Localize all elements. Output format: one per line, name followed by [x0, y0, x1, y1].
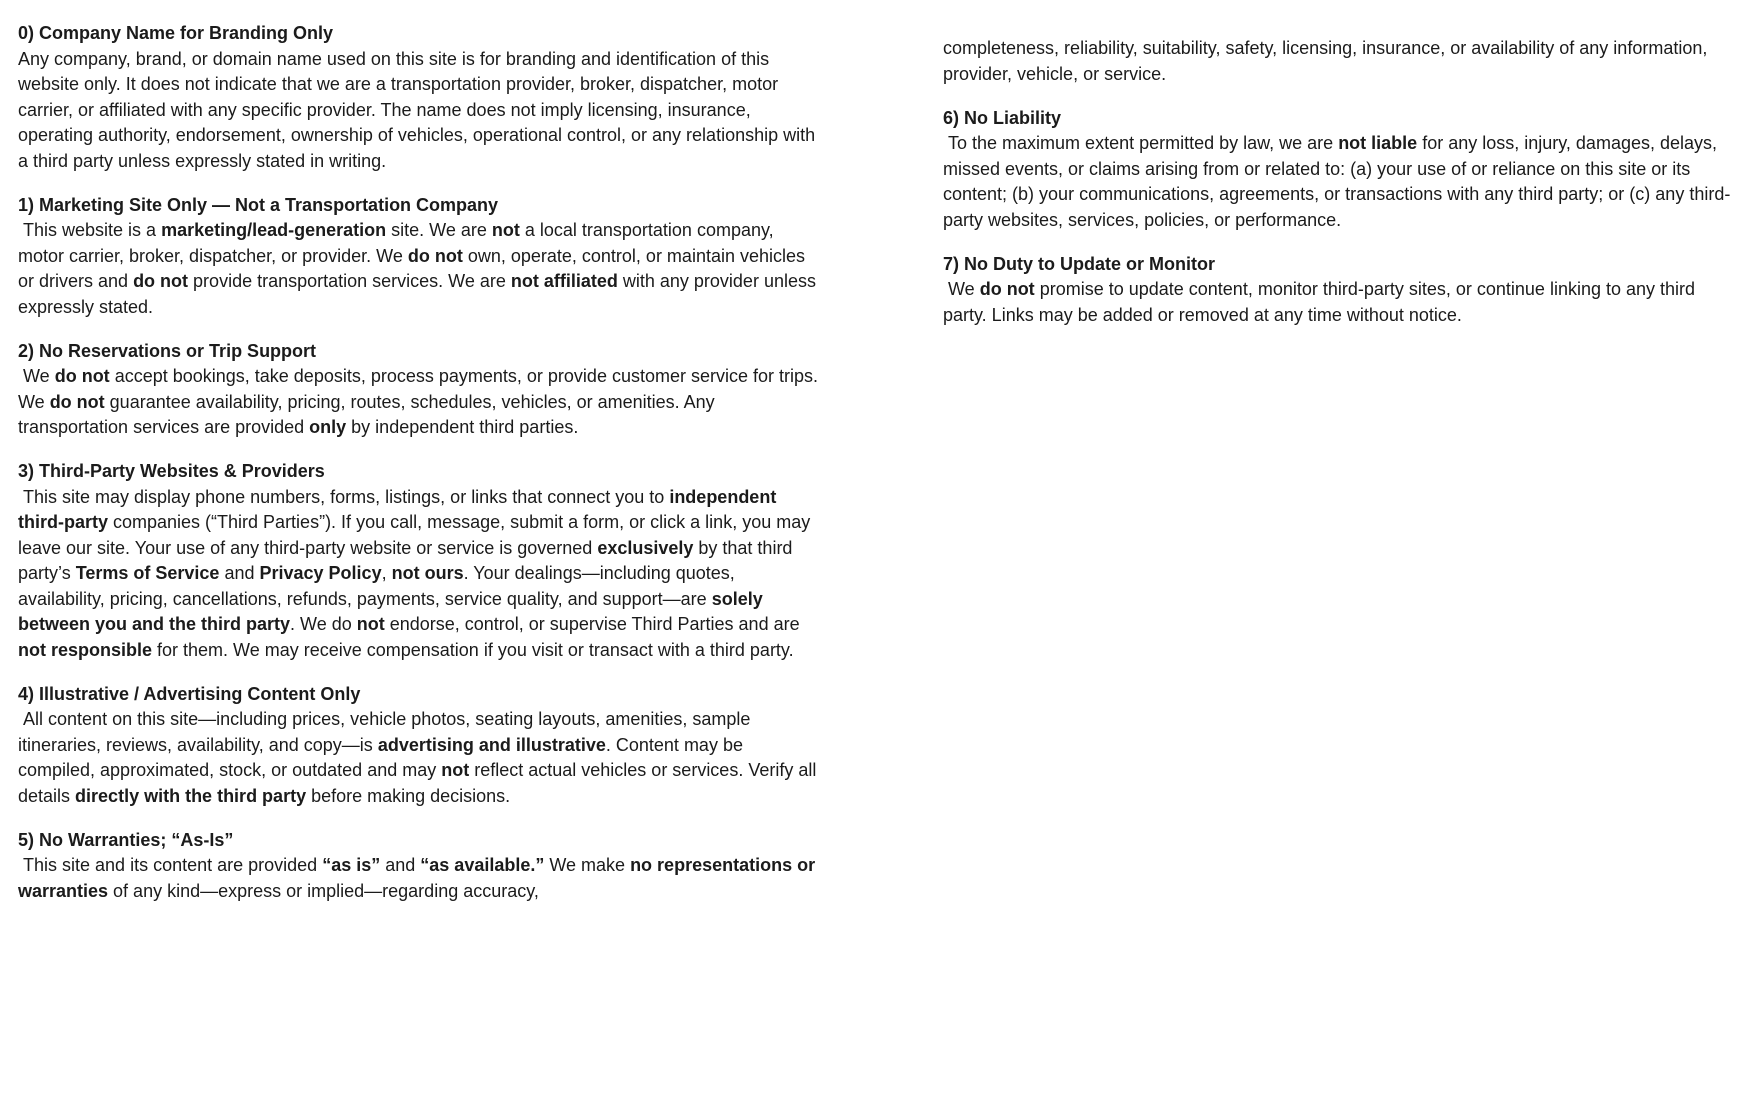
section-3 — [18, 459, 818, 663]
section-4 — [18, 682, 822, 810]
section-body: We do not accept bookings, take deposits, process payments, or provide customer service for trips. We do not guarantee availability, pricing, routes, schedules, vehicles, or amenities. Any transportation services are provided only by independent third parties. — [18, 366, 824, 437]
document-column-right — [943, 21, 1743, 1113]
section-heading: 4) Illustrative / Advertising Content Only — [18, 683, 361, 704]
section-5 — [18, 828, 821, 905]
section-body: Any company, brand, or domain name used on this site is for branding and identification of this website only. It does not indicate that we are a transportation provider, broker, dispatcher, motor carrier, or affiliated with any specific provider. The name does not imply licensing, insurance, operating authority, endorsement, ownership of vehicles, operational control, or any relationship with a third party unless expressly stated in writing. — [18, 48, 821, 171]
section-6 — [943, 106, 1743, 234]
section-body: To the maximum extent permitted by law, we are not liable for any loss, injury, damages, delays, missed events, or claims arising from or related to: (a) your use of or reliance on this site or its content; (b) your communications, agreements, or transactions with any third party; or (c) any third-party websites, services, policies, or performance. — [943, 133, 1731, 230]
section-heading: 7) No Duty to Update or Monitor — [943, 253, 1215, 274]
document-column-left — [18, 21, 824, 1113]
section-heading: 1) Marketing Site Only — Not a Transportation Company — [18, 194, 499, 215]
section-heading: 5) No Warranties; “As-Is” — [18, 829, 234, 850]
section-body: This site may display phone numbers, forms, listings, or links that connect you to independent third-party companies (“Third Parties”). If you call, message, submit a form, or click a link, you may leave our site. Your use of any third-party website or service is governed exclusively by that third party’s Terms of Service and Privacy Policy, not ours. Your dealings—including quotes, availability, pricing, cancellations, refunds, payments, service quality, and support—are solely between you and the third party. We do not endorse, control, or supervise Third Parties and are not responsible for them. We may receive compensation if you visit or transact with a third party. — [18, 486, 816, 660]
section-heading: 0) Company Name for Branding Only — [18, 23, 334, 43]
section-heading: 3) Third-Party Websites & Providers — [18, 461, 325, 481]
section-2 — [18, 339, 824, 441]
section-heading: 2) No Reservations or Trip Support — [18, 340, 317, 361]
section-body: All content on this site—including prices, vehicle photos, seating layouts, amenities, sample itineraries, reviews, availability, and copy—is advertising and illustrative. Content may be compiled, approximated, stock, or outdated and may not reflect actual vehicles or services. Verify all details directly with the third party before making decisions. — [18, 709, 822, 806]
section-body: completeness, reliability, suitability, safety, licensing, insurance, or availability of any information, provider, vehicle, or service. — [943, 38, 1713, 84]
section-body: We do not promise to update content, monitor third-party sites, or continue linking to any third party. Links may be added or removed at any time without notice. — [943, 279, 1701, 325]
section-heading: 6) No Liability — [943, 107, 1062, 128]
section-0 — [18, 21, 821, 174]
section-7 — [943, 252, 1743, 329]
section-body: This site and its content are provided “as is” and “as available.” We make no representations or warranties of any kind—express or implied—regarding accuracy, — [18, 855, 821, 901]
section-body: This website is a marketing/lead-generation site. We are not a local transportation company, motor carrier, broker, dispatcher, or provider. We do not own, operate, control, or maintain vehicles or drivers and do not provide transportation services. We are not affiliated with any provider unless expressly stated. — [18, 220, 821, 317]
section-5-continued — [943, 36, 1743, 87]
section-1 — [18, 193, 821, 321]
